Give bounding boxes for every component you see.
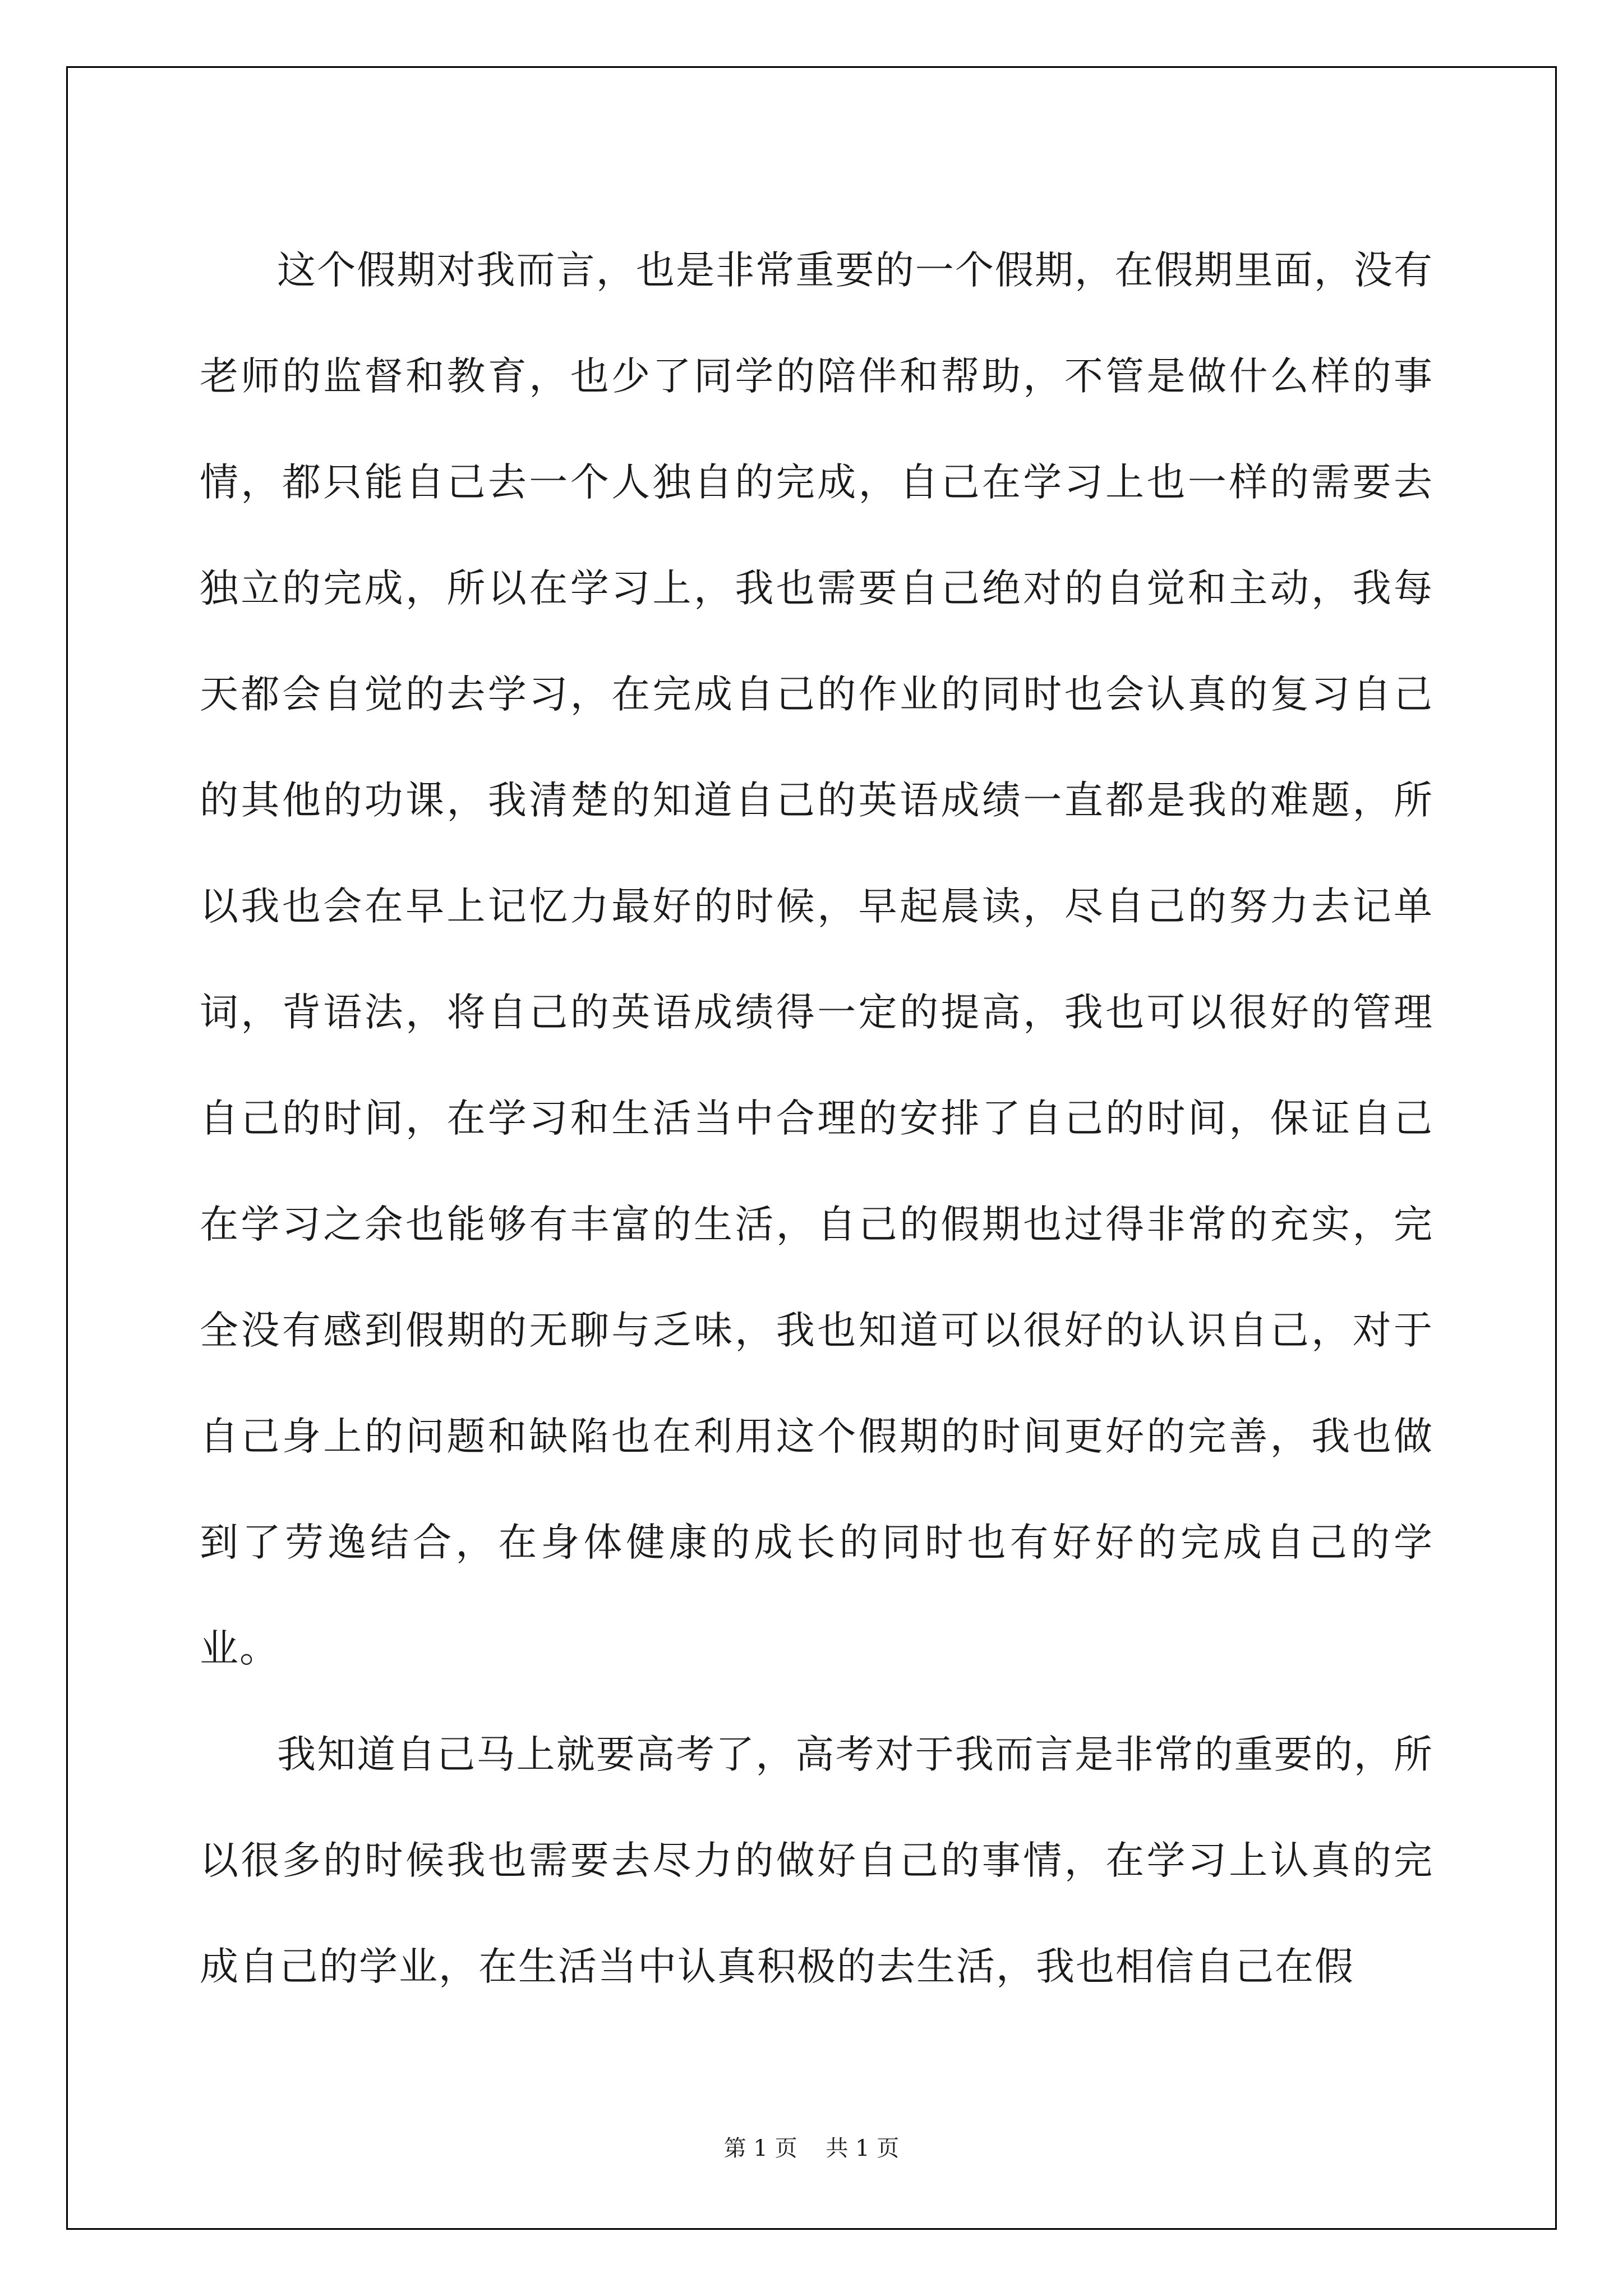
paragraph-2: 我知道自己马上就要高考了，高考对于我而言是非常的重要的，所以很多的时候我也需要去尽力的做好自己的事情，在学习上认真的完成自己的学业，在生活当中认真积极的去生活，我也相信自己在假	[200, 1732, 1433, 1989]
page-number-footer: 第 1 页 共 1 页	[723, 2136, 900, 2161]
document-body	[200, 218, 1433, 2020]
paragraph-1: 这个假期对我而言，也是非常重要的一个假期，在假期里面，没有老师的监督和教育，也少了同学的陪伴和帮助，不管是做什么样的事情，都只能自己去一个人独自的完成，自己在学习上也一样的需要去独立的完成，所以在学习上，我也需要自己绝对的自觉和主动，我每天都会自觉的去学习，在完成自己的作业的同时也会认真的复习自己的其他的功课，我清楚的知道自己的英语成绩一直都是我的难题，所以我也会在早上记忆力最好的时候，早起晨读，尽自己的努力去记单词，背语法，将自己的英语成绩得一定的提高，我也可以很好的管理自己的时间，在学习和生活当中合理的安排了自己的时间，保证自己在学习之余也能够有丰富的生活，自己的假期也过得非常的充实，完全没有感到假期的无聊与乏味，我也知道可以很好的认识自己，对于自己身上的问题和缺陷也在利用这个假期的时间更好的完善，我也做到了劳逸结合，在身体健康的成长的同时也有好好的完成自己的学业。	[200, 248, 1433, 1671]
